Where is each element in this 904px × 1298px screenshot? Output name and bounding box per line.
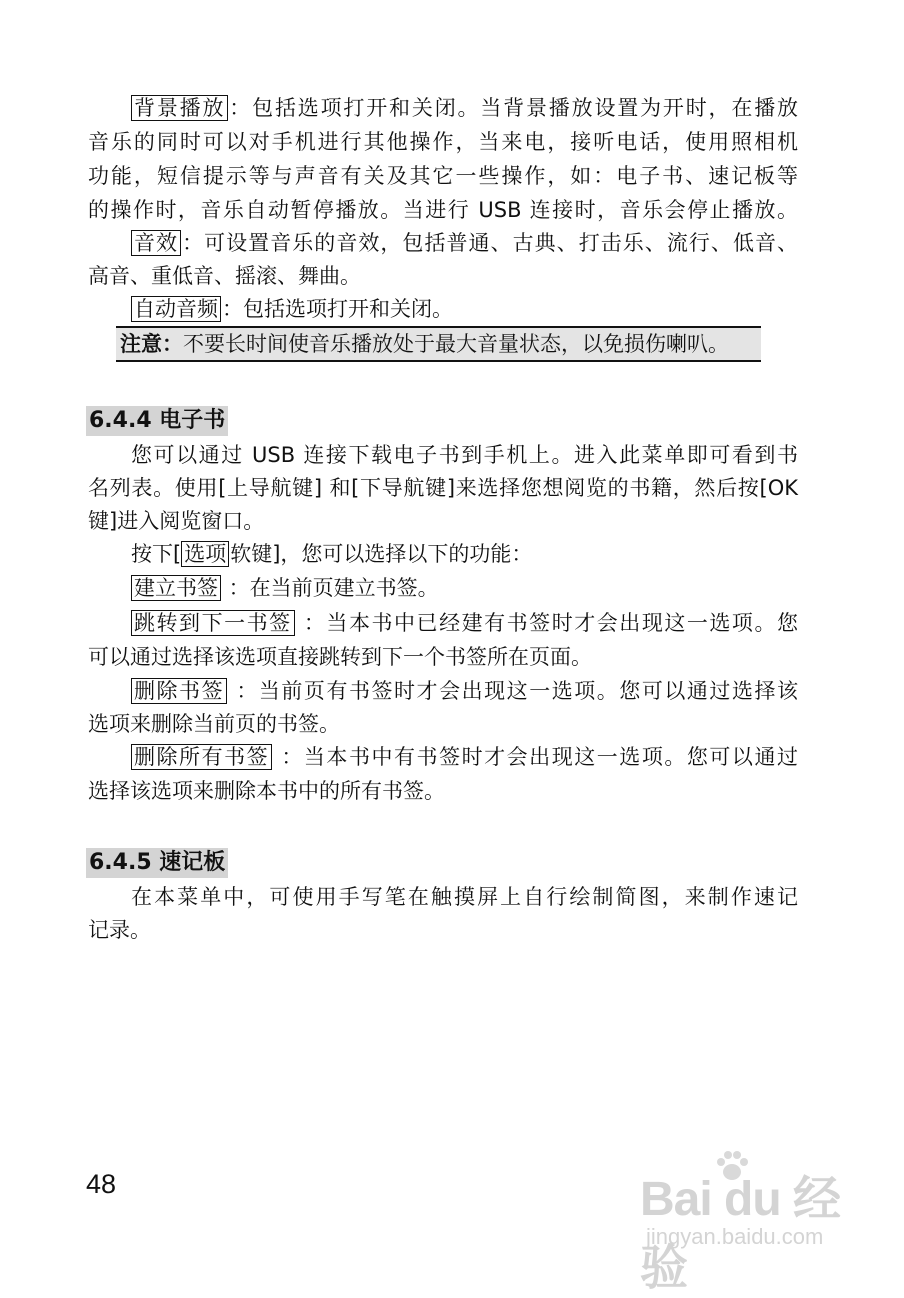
text-line: 跳转到下一书签 ：当本书中已经建有书签时才会出现这一选项。您: [131, 608, 798, 638]
term-box: 选项: [181, 541, 229, 567]
text-line: 的操作时，音乐自动暂停播放。当进行 USB 连接时，音乐会停止播放。: [88, 198, 798, 222]
text-line: 选择该选项来删除本书中的所有书签。: [88, 779, 445, 803]
text-line: 功能，短信提示等与声音有关及其它一些操作，如：电子书、速记板等: [88, 164, 798, 188]
term-box: 音效: [131, 230, 181, 256]
text-line: 音乐的同时可以对手机进行其他操作，当来电，接听电话，使用照相机: [88, 130, 798, 154]
text-line: 自动音频 ：包括选项打开和关闭。: [131, 294, 798, 324]
text-line: 名列表。使用[上导航键] 和[下导航键]来选择您想阅览的书籍，然后按[OK: [88, 476, 798, 500]
text-line: 在本菜单中，可使用手写笔在触摸屏上自行绘制简图，来制作速记: [131, 885, 798, 909]
text-line: 高音、重低音、摇滚、舞曲。: [88, 264, 361, 288]
text-line: 背景播放 ：包括选项打开和关闭。当背景播放设置为开时，在播放: [131, 93, 798, 123]
text-line: 可以通过选择该选项直接跳转到下一个书签所在页面。: [88, 645, 592, 669]
text-line: 键]进入阅览窗口。: [88, 509, 265, 533]
text-line: 您可以通过 USB 连接下载电子书到手机上。进入此菜单即可看到书: [131, 443, 798, 467]
text-line: 记录。: [88, 918, 151, 942]
watermark-url: jingyan.baidu.com: [646, 1224, 824, 1249]
note-text: 不要长时间使音乐播放处于最大音量状态，以免损伤喇叭。: [183, 332, 729, 356]
note-label: 注意：: [120, 332, 183, 356]
watermark-logo: Bai du 经验: [640, 1173, 841, 1295]
text-line: 删除书签 ：当前页有书签时才会出现这一选项。您可以通过选择该: [131, 676, 798, 706]
note-box: [116, 326, 761, 362]
text-line: 选项来删除当前页的书签。: [88, 712, 340, 736]
text-line: 删除所有书签 ：当本书中有书签时才会出现这一选项。您可以通过: [131, 742, 798, 772]
term-box: 删除所有书签: [131, 744, 272, 770]
term-box: 背景播放: [131, 95, 228, 121]
section-heading: 6.4.4 电子书: [86, 406, 228, 436]
term-box: 建立书签: [131, 575, 221, 601]
baidu-watermark: [640, 1158, 870, 1295]
text-line: 按下[ 选项 软键]，您可以选择以下的功能：: [131, 542, 533, 566]
page-number: 48: [86, 1169, 117, 1199]
text-line: 建立书签 ：在当前页建立书签。: [131, 573, 798, 603]
term-box: 跳转到下一书签: [131, 610, 295, 636]
term-box: 自动音频: [131, 296, 221, 322]
section-heading: 6.4.5 速记板: [86, 848, 228, 878]
term-box: 删除书签: [131, 678, 227, 704]
text-line: 音效 ：可设置音乐的音效，包括普通、古典、打击乐、流行、低音、: [131, 228, 798, 258]
